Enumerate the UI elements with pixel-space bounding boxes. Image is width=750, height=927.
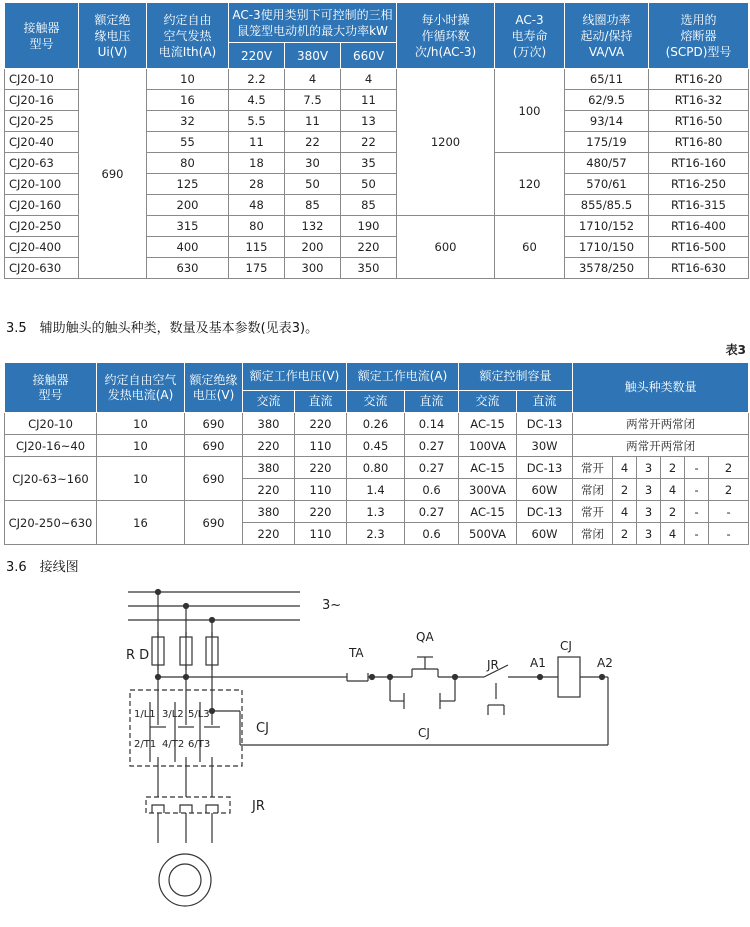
ith-cell: 10 <box>147 69 229 90</box>
table-row <box>5 413 749 435</box>
jr-contact-label: JR <box>487 658 499 672</box>
ith-cell: 32 <box>147 111 229 132</box>
ith-cell: 55 <box>147 132 229 153</box>
coil-cell: 3578/250 <box>565 258 649 279</box>
v-ac-cell: 380 <box>243 457 295 479</box>
c-dc-cell: DC-13 <box>517 457 573 479</box>
p220-cell: 28 <box>229 174 285 195</box>
freq-cell: 1200 <box>397 69 495 216</box>
header-power: AC-3使用类别下可控制的三相 鼠笼型电动机的最大功率kW <box>229 3 397 43</box>
header-rated-voltage: 额定工作电压(V) <box>243 363 347 391</box>
model-cell: CJ20-40 <box>5 132 79 153</box>
header-ac: 交流 <box>459 391 517 413</box>
i-dc-cell: 0.27 <box>405 435 459 457</box>
header-coil: 线圈功率 起动/保持 VA/VA <box>565 3 649 69</box>
i-dc-cell: 0.6 <box>405 479 459 501</box>
i-ac-cell: 1.4 <box>347 479 405 501</box>
fuse-cell: RT16-400 <box>649 216 749 237</box>
p380-cell: 7.5 <box>285 90 341 111</box>
v-ac-cell: 380 <box>243 501 295 523</box>
p220-cell: 5.5 <box>229 111 285 132</box>
coil-cell: 570/61 <box>565 174 649 195</box>
thermal-relay-jr <box>146 797 230 813</box>
p380-cell: 50 <box>285 174 341 195</box>
contact-count-cell: - <box>685 479 709 501</box>
contact-kind-cell: 常闭 <box>573 523 613 545</box>
header-dc: 直流 <box>517 391 573 413</box>
header-rated-current: 额定工作电流(A) <box>347 363 459 391</box>
table-row <box>5 69 749 90</box>
table-row <box>5 457 749 479</box>
p660-cell: 190 <box>341 216 397 237</box>
contact-count-cell: 3 <box>637 457 661 479</box>
c-dc-cell: 60W <box>517 523 573 545</box>
fuse-cell: RT16-50 <box>649 111 749 132</box>
coil-cell: 480/57 <box>565 153 649 174</box>
section-3-6-heading: 3.6 接线图 <box>6 560 79 575</box>
p220-cell: 18 <box>229 153 285 174</box>
ith-cell: 80 <box>147 153 229 174</box>
stop-button-ta <box>343 673 390 681</box>
c-ac-cell: AC-15 <box>459 413 517 435</box>
contact-count-cell: 2 <box>613 523 637 545</box>
a1-label: A1 <box>530 656 546 670</box>
life-cell: 100 <box>495 69 565 153</box>
contact-count-cell: 2 <box>709 479 749 501</box>
model-cell: CJ20-400 <box>5 237 79 258</box>
holding-contact-cj <box>390 677 455 709</box>
p220-cell: 80 <box>229 216 285 237</box>
header-220v: 220V <box>229 43 285 69</box>
ith-cell: 125 <box>147 174 229 195</box>
contact-kind-cell: 常开 <box>573 501 613 523</box>
i-ac-cell: 2.3 <box>347 523 405 545</box>
contact-count-cell: 4 <box>661 523 685 545</box>
p220-cell: 2.2 <box>229 69 285 90</box>
p660-cell: 22 <box>341 132 397 153</box>
header-dc: 直流 <box>405 391 459 413</box>
contact-count-cell: 3 <box>637 523 661 545</box>
fuse-cell: RT16-250 <box>649 174 749 195</box>
header-model: 接触器 型号 <box>5 363 97 413</box>
i-ac-cell: 0.26 <box>347 413 405 435</box>
p220-cell: 48 <box>229 195 285 216</box>
coil-cell: 855/85.5 <box>565 195 649 216</box>
c-dc-cell: 60W <box>517 479 573 501</box>
i-dc-cell: 0.27 <box>405 457 459 479</box>
life-cell: 120 <box>495 153 565 216</box>
v-ac-cell: 380 <box>243 413 295 435</box>
coil-cell: 65/11 <box>565 69 649 90</box>
fuse-cell: RT16-32 <box>649 90 749 111</box>
v-dc-cell: 220 <box>295 457 347 479</box>
terminal-1-l1: 1/L1 <box>134 709 156 720</box>
p220-cell: 11 <box>229 132 285 153</box>
phase-label: 3~ <box>322 598 342 613</box>
contact-count-cell: 3 <box>637 479 661 501</box>
p220-cell: 4.5 <box>229 90 285 111</box>
c-dc-cell: DC-13 <box>517 501 573 523</box>
ui-cell: 690 <box>185 435 243 457</box>
p660-cell: 350 <box>341 258 397 279</box>
wiring-diagram <box>0 577 750 927</box>
p220-cell: 115 <box>229 237 285 258</box>
contact-count-cell: - <box>709 501 749 523</box>
freq-cell: 600 <box>397 216 495 279</box>
p660-cell: 35 <box>341 153 397 174</box>
model-cell: CJ20-630 <box>5 258 79 279</box>
ui-cell: 690 <box>185 457 243 501</box>
contact-count-cell: - <box>709 523 749 545</box>
cj-holding-label: CJ <box>418 726 430 740</box>
contact-kind-cell: 常开 <box>573 457 613 479</box>
control-circuit <box>158 677 608 745</box>
model-cell: CJ20-10 <box>5 413 97 435</box>
header-freq: 每小时操 作循环数 次/h(AC-3) <box>397 3 495 69</box>
coil-label: CJ <box>560 639 572 653</box>
p380-cell: 132 <box>285 216 341 237</box>
ith-cell: 16 <box>97 501 185 545</box>
main-wires <box>156 665 213 702</box>
ith-cell: 10 <box>97 413 185 435</box>
v-dc-cell: 220 <box>295 501 347 523</box>
header-ac: 交流 <box>243 391 295 413</box>
i-ac-cell: 0.45 <box>347 435 405 457</box>
fuse-cell: RT16-80 <box>649 132 749 153</box>
p380-cell: 85 <box>285 195 341 216</box>
p660-cell: 220 <box>341 237 397 258</box>
ith-cell: 10 <box>97 435 185 457</box>
fuse-label: R D <box>126 648 150 663</box>
contact-count-cell: - <box>685 457 709 479</box>
contact-count-cell: 2 <box>613 479 637 501</box>
contact-count-cell: 4 <box>613 501 637 523</box>
coil-cell: 62/9.5 <box>565 90 649 111</box>
model-cell: CJ20-25 <box>5 111 79 132</box>
contact-count-cell: 4 <box>613 457 637 479</box>
model-cell: CJ20-63~160 <box>5 457 97 501</box>
ith-cell: 400 <box>147 237 229 258</box>
ta-label: TA <box>349 646 364 660</box>
header-ui: 额定绝 缘电压 Ui(V) <box>79 3 147 69</box>
motor-wires <box>158 813 212 843</box>
c-ac-cell: 100VA <box>459 435 517 457</box>
v-dc-cell: 110 <box>295 435 347 457</box>
p380-cell: 22 <box>285 132 341 153</box>
p380-cell: 4 <box>285 69 341 90</box>
contact-count-cell: - <box>685 523 709 545</box>
header-contact-types: 触头种类数量 <box>573 363 749 413</box>
coil-cell: 1710/152 <box>565 216 649 237</box>
c-ac-cell: 500VA <box>459 523 517 545</box>
terminal-3-l2: 3/L2 <box>162 709 184 720</box>
contact-count-cell: 3 <box>637 501 661 523</box>
header-model: 接触器 型号 <box>5 3 79 69</box>
ui-cell: 690 <box>79 69 147 279</box>
p660-cell: 11 <box>341 90 397 111</box>
p380-cell: 30 <box>285 153 341 174</box>
i-dc-cell: 0.27 <box>405 501 459 523</box>
header-control-capacity: 额定控制容量 <box>459 363 573 391</box>
v-dc-cell: 220 <box>295 413 347 435</box>
header-660v: 660V <box>341 43 397 69</box>
p220-cell: 175 <box>229 258 285 279</box>
ith-cell: 315 <box>147 216 229 237</box>
ith-cell: 200 <box>147 195 229 216</box>
contact-count-cell: 2 <box>661 457 685 479</box>
coil-cell: 1710/150 <box>565 237 649 258</box>
p660-cell: 4 <box>341 69 397 90</box>
v-ac-cell: 220 <box>243 435 295 457</box>
model-cell: CJ20-160 <box>5 195 79 216</box>
life-cell: 60 <box>495 216 565 279</box>
ith-cell: 630 <box>147 258 229 279</box>
model-cell: CJ20-63 <box>5 153 79 174</box>
header-380v: 380V <box>285 43 341 69</box>
thermal-relay-contact-jr <box>480 665 540 715</box>
aux-contacts-table <box>4 362 749 545</box>
model-cell: CJ20-100 <box>5 174 79 195</box>
fuse-cell: RT16-500 <box>649 237 749 258</box>
i-dc-cell: 0.6 <box>405 523 459 545</box>
c-ac-cell: AC-15 <box>459 457 517 479</box>
coil-cell: 175/19 <box>565 132 649 153</box>
header-ui: 额定绝缘 电压(V) <box>185 363 243 413</box>
jr-main-label: JR <box>252 799 265 814</box>
terminal-5-l3: 5/L3 <box>188 709 210 720</box>
header-ith: 约定自由空气 发热电流(A) <box>97 363 185 413</box>
feeder-wires <box>156 590 215 638</box>
model-cell: CJ20-16 <box>5 90 79 111</box>
p380-cell: 300 <box>285 258 341 279</box>
coil-cell: 93/14 <box>565 111 649 132</box>
fuse-cell: RT16-20 <box>649 69 749 90</box>
c-ac-cell: 300VA <box>459 479 517 501</box>
ith-cell: 10 <box>97 457 185 501</box>
qa-label: QA <box>416 630 434 644</box>
ith-cell: 16 <box>147 90 229 111</box>
fuse-cell: RT16-160 <box>649 153 749 174</box>
contactor-to-relay-wires <box>158 757 212 797</box>
p660-cell: 13 <box>341 111 397 132</box>
contact-kind-cell: 常闭 <box>573 479 613 501</box>
v-dc-cell: 110 <box>295 479 347 501</box>
terminal-6-t3: 6/T3 <box>188 739 211 750</box>
specs-table <box>4 2 749 279</box>
fuse-cell: RT16-630 <box>649 258 749 279</box>
main-contactor-label: CJ <box>256 721 269 736</box>
header-fuse: 选用的 熔断器 (SCPD)型号 <box>649 3 749 69</box>
motor <box>159 854 211 906</box>
c-dc-cell: 30W <box>517 435 573 457</box>
p380-cell: 200 <box>285 237 341 258</box>
terminal-2-t1: 2/T1 <box>134 739 157 750</box>
ui-cell: 690 <box>185 413 243 435</box>
contact-types-cell: 两常开两常闭 <box>573 413 749 435</box>
phase-bus <box>128 592 300 620</box>
contact-count-cell: - <box>685 501 709 523</box>
c-ac-cell: AC-15 <box>459 501 517 523</box>
v-dc-cell: 110 <box>295 523 347 545</box>
p660-cell: 85 <box>341 195 397 216</box>
fuse-cell: RT16-315 <box>649 195 749 216</box>
a2-label: A2 <box>597 656 613 670</box>
model-cell: CJ20-250 <box>5 216 79 237</box>
terminal-4-t2: 4/T2 <box>162 739 185 750</box>
table-row <box>5 501 749 523</box>
header-life: AC-3 电寿命 (万次) <box>495 3 565 69</box>
v-ac-cell: 220 <box>243 523 295 545</box>
i-dc-cell: 0.14 <box>405 413 459 435</box>
contact-count-cell: 4 <box>661 479 685 501</box>
i-ac-cell: 0.80 <box>347 457 405 479</box>
c-dc-cell: DC-13 <box>517 413 573 435</box>
contact-count-cell: 2 <box>709 457 749 479</box>
table3-label: 表3 <box>725 343 746 357</box>
fuse-rd <box>152 632 218 670</box>
model-cell: CJ20-10 <box>5 69 79 90</box>
contact-count-cell: 2 <box>661 501 685 523</box>
header-dc: 直流 <box>295 391 347 413</box>
ui-cell: 690 <box>185 501 243 545</box>
model-cell: CJ20-250~630 <box>5 501 97 545</box>
table-row <box>5 435 749 457</box>
contact-types-cell: 两常开两常闭 <box>573 435 749 457</box>
header-ac: 交流 <box>347 391 405 413</box>
p380-cell: 11 <box>285 111 341 132</box>
section-3-5-heading: 3.5 辅助触头的触头种类，数量及基本参数(见表3)。 <box>6 321 319 336</box>
header-ith: 约定自由 空气发热 电流Ith(A) <box>147 3 229 69</box>
start-button-qa <box>388 657 481 680</box>
i-ac-cell: 1.3 <box>347 501 405 523</box>
v-ac-cell: 220 <box>243 479 295 501</box>
p660-cell: 50 <box>341 174 397 195</box>
model-cell: CJ20-16~40 <box>5 435 97 457</box>
